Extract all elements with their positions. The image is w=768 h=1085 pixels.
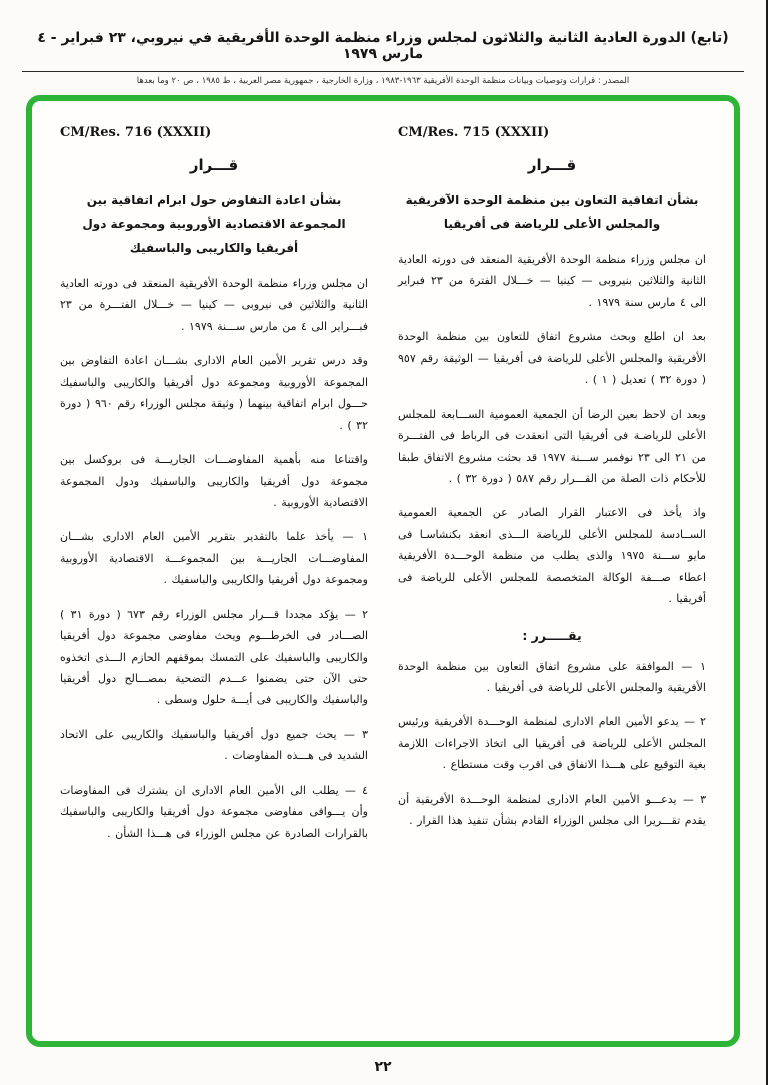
resolution-716-ref: CM/Res. 716 (XXXII)	[60, 125, 212, 140]
paragraph: ٣ — يدعـــو الأمين العام الادارى لمنظمة الوحـــدة الأفريقية أن يقدم تقـــريرا الى مجلس الوزراء القادم بشأن تنفيذ هذا القرار .	[398, 792, 706, 828]
paragraph: أفريقيا والكاريبى والباسفيك	[129, 241, 299, 255]
paragraph: ان مجلس وزراء منظمة الوحدة الأفريقية المنعقد فى دورته العادية الثانية والثلاثين فى نيروبى — كينيا — خـــلال الفتـــرة من ٢٣ فبـــراير الى ٤ من مارس ســـنة ١٩٧٩ .	[60, 277, 368, 333]
resolution-716-body	[60, 273, 368, 513]
resolution-716-column	[60, 125, 368, 1017]
paragraph: ٣ — يحث جميع دول أفريقيا والباسفيك والكاريبى على الاتحاد الشديد فى هـــذه المفاوضات .	[60, 727, 368, 763]
paragraph: وبعد ان لاحظ بعين الرضا أن الجمعية العمومية الســـابعة للمجلس الأعلى للرياضـة فى أفريقيا التى انعقدت فى الرباط فى الفتـــرة من ٢١ الى ٢٣ نوفمبر ســـنة ١٩٧٧ قد بحثت مشروع الاتفاق طبقا للأحكام ذات الصلة من القـــرار رقم ٥٨٧ ( دورة ٣٢ ) .	[398, 407, 707, 485]
paragraph: بعد ان اطلع وبحث مشروع اتفاق للتعاون بين منظمة الوحدة الأفريقية والمجلس الأعلى للرياضة فى أفريقيا — الوثيقة رقم ٩٥٧ ( دورة ٣٢ ) تعديل ( ١ ) .	[398, 330, 706, 387]
resolution-715-body	[398, 249, 706, 610]
content-frame	[26, 95, 740, 1047]
paragraph: المجموعة الاقتصادية الأوروبية ومجموعة دول	[82, 217, 346, 231]
header-divider	[22, 71, 744, 72]
paragraph: وقد درس تقرير الأمين العام الادارى بشـــان اعادة التفاوض بين المجموعة الأوروبية ومجموعة دول أفريقيا والكاريبى والباسفيك حـــول ابرام اتفاقية بينهما ( وثيقة مجلس الوزراء رقم ٩٦٠ ( دورة ٣٢ ) .	[60, 354, 368, 432]
resolution-715-items	[398, 656, 706, 832]
paragraph: بشأن اعادة التفاوض حول ابرام اتفاقية بين	[86, 193, 342, 207]
document-header: (تابع) الدورة العادية الثانية والثلاثون لمجلس وزراء منظمة الوحدة الأفريقية في نيروبي، ٢٣ فبراير - ٤ مارس ١٩٧٩	[37, 30, 729, 62]
resolution-716-title	[60, 188, 368, 260]
paragraph: ١ — الموافقة على مشروع اتفاق التعاون بين منظمة الوحدة الأفريقية والمجلس الأعلى للرياضة فى أفريقيا .	[398, 659, 706, 694]
paragraph: واقتناعا منه بأهمية المفاوضـــات الجاريـــة فى بروكسل بين مجموعة دول أفريقيا والكاريبى والباسفيك ودول المجموعة الاقتصادية الأوروبية .	[60, 453, 368, 509]
paragraph: بشأن اتفاقية التعاون بين منظمة الوحدة الآفريقية	[405, 193, 699, 207]
page-number: ٢٢	[374, 1059, 392, 1075]
paragraph: ٢ — يؤكد مجددا قـــرار مجلس الوزراء رقم ٦٧٣ ( دورة ٣١ ) الصـــادر فى الخرطـــوم ويحث مفاوضى مجموعة دول أفريقيا والكاريبى والباسفيك على التمسك بموقفهم الحازم الـــذى اتخذوه حتى الآن حتى يضمنوا عـــدم التضحية بمصـــالح دول أفريقيا والباسفيك والكاريبى فى أيـــة حلول وسطى .	[60, 607, 368, 707]
resolution-715-decides-label: يقـــــرر :	[522, 627, 582, 643]
source-line: المصدر : قرارات وتوصيات وبيانات منظمة الوحدة الأفريقية ١٩٦٣-١٩٨٣ ، وزارة الخارجية ، جمهورية مصر العربية ، ط ١٩٨٥ ، ص ٢٠ وما بعدها	[136, 76, 630, 86]
resolution-715-ref: CM/Res. 715 (XXXII)	[398, 125, 550, 140]
paragraph: واذ يأخذ فى الاعتبار القرار الصادر عن الجمعية العمومية الســادسة للمجلس الأعلى للرياضة الـــذى انعقد بكنشاسـا فى مايو ســـنة ١٩٧٥ والذى يطلب من منظمة الوحـــدة الأفريقية اعطاء صـــفة الوكالة المتخصصة للمجلس الأعلى للرياضة فى أفريقيا .	[398, 506, 706, 606]
paragraph: ان مجلس وزراء منظمة الوحدة الأفريقية المنعقد فى دورته العادية الثانية والثلاثين بنيروبى — كينيا — خـــلال الفترة من ٢٣ فبراير الى ٤ مارس سنة ١٩٧٩ .	[398, 253, 706, 309]
resolution-716-items	[60, 526, 368, 844]
paragraph: ٢ — يدعو الأمين العام الادارى لمنظمة الوحـــدة الأفريقية ورئيس المجلس الأعلى للرياضة فى أفريقيا الى اتخاذ الاجراءات اللازمة بغية التوقيع على هـــذا الاتفاق فى اقرب وقت مستطاع .	[398, 715, 706, 772]
resolution-716-decision-label: قـــرار	[189, 156, 239, 174]
paragraph: ٤ — يطلب الى الأمين العام الادارى ان يشترك فى المفاوضات وأن يـــوافى مفاوضى مجموعة دول أفريقيا والكاريبى والباسفيك بالقرارات الصادرة عن مجلس الوزراء فى هـــذا الشأن .	[60, 783, 368, 840]
two-column-layout	[60, 125, 706, 1017]
resolution-715-title	[398, 188, 706, 236]
paragraph: ١ — يأخذ علما بالتقدير بتقرير الأمين العام الادارى بشـــان المفاوضـــات الجاريـــة بين المجموعـــة الاقتصادية الأوروبية ومجموعة دول أفريقيا والكاريبى والباسفيك .	[60, 530, 368, 587]
resolution-715-decision-label: قـــرار	[527, 156, 577, 174]
paragraph: والمجلس الأعلى للرياضة فى أفريقيا	[443, 217, 661, 231]
resolution-715-column	[398, 125, 706, 1017]
